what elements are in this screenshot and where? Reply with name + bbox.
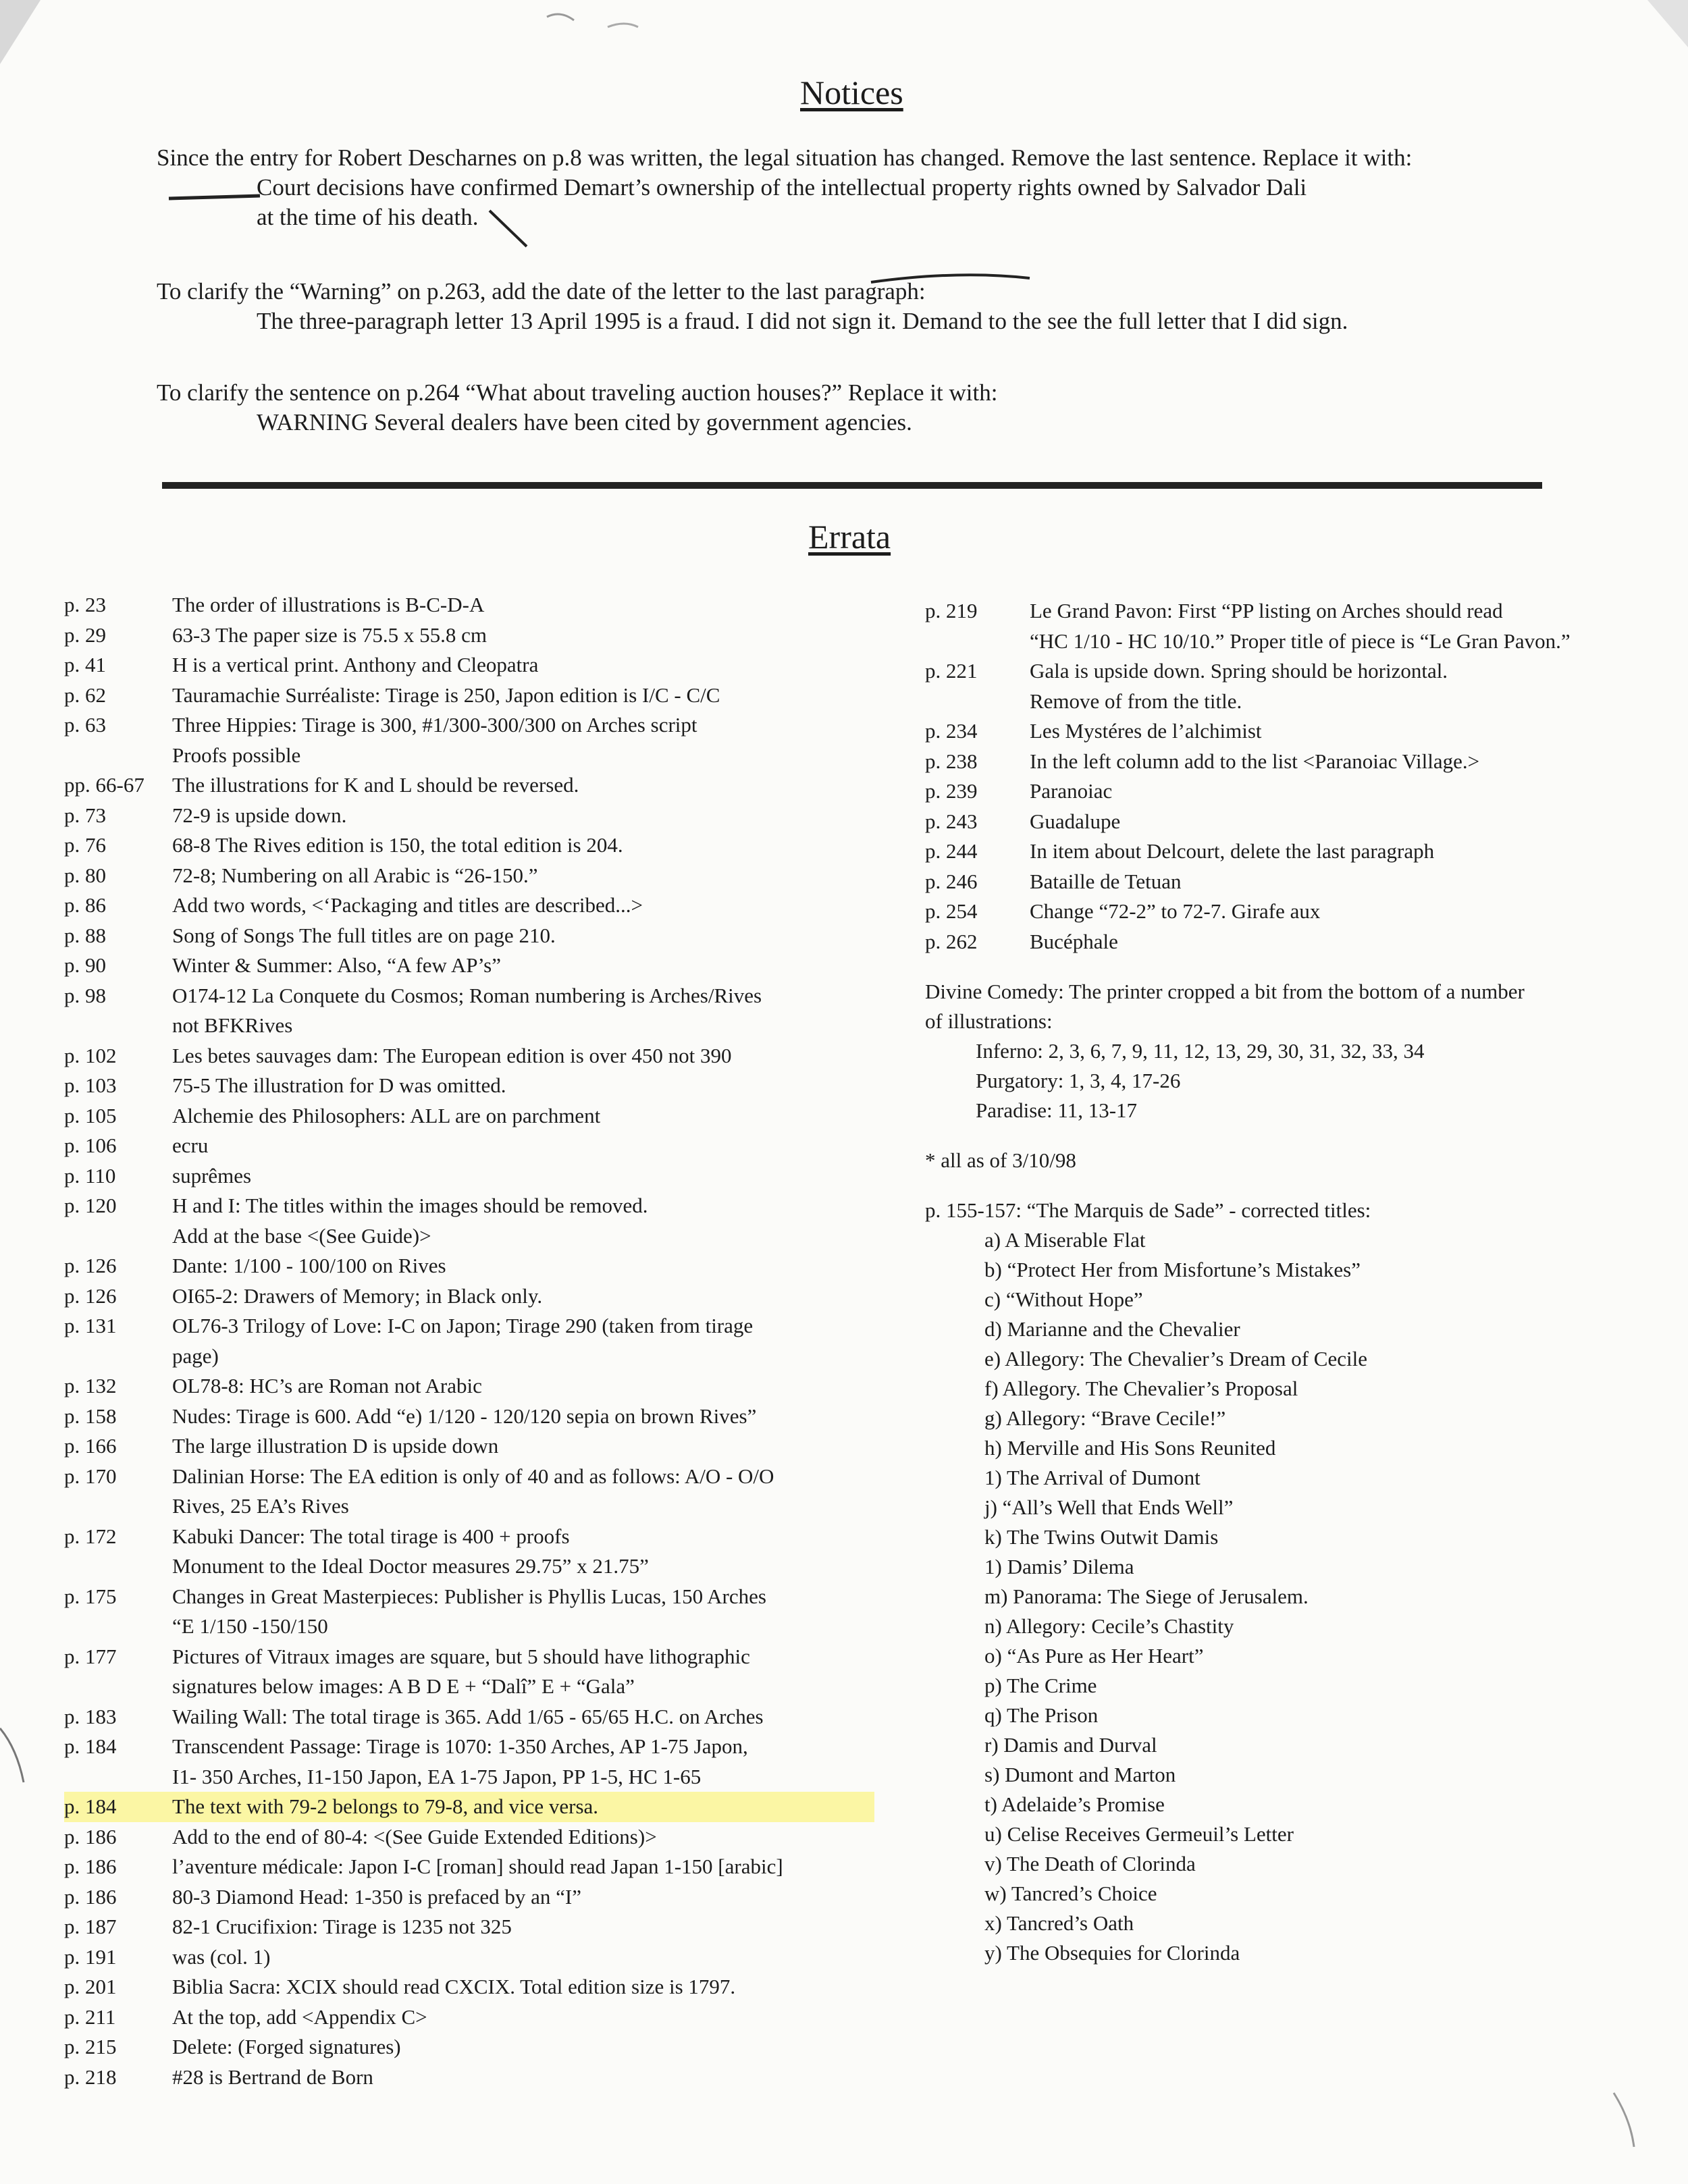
errata-correction-line: The large illustration D is upside down (172, 1434, 499, 1458)
errata-page-ref: p. 219 (925, 599, 978, 622)
divine-comedy-intro: Divine Comedy: The printer cropped a bit from the bottom of a number (925, 980, 1525, 1003)
errata-entry (64, 1251, 874, 1281)
errata-page-ref: p. 41 (64, 653, 106, 676)
errata-entry (925, 747, 1627, 777)
errata-entry (64, 1822, 874, 1853)
errata-entry (925, 897, 1627, 927)
errata-correction-line: Song of Songs The full titles are on page 210. (172, 923, 556, 947)
errata-correction (1030, 807, 1627, 837)
errata-page-ref: p. 90 (64, 953, 106, 977)
errata-entry (64, 801, 874, 831)
sade-title-item: g) Allegory: “Brave Cecile!” (984, 1406, 1226, 1430)
errata-right-entries (925, 596, 1627, 957)
errata-correction (172, 2002, 874, 2033)
errata-correction (172, 861, 874, 891)
paradise-list: Paradise: 11, 13-17 (976, 1098, 1138, 1122)
errata-correction-line: Kabuki Dancer: The total tirage is 400 + proofs (172, 1524, 570, 1548)
errata-correction-line: H is a vertical print. Anthony and Cleopatra (172, 653, 539, 676)
errata-correction (172, 1582, 874, 1642)
as-of-note: * all as of 3/10/98 (925, 1148, 1076, 1172)
errata-correction (1030, 867, 1627, 897)
errata-entry (64, 1522, 874, 1582)
errata-correction (172, 951, 874, 981)
sade-title-item: t) Adelaide’s Promise (984, 1792, 1165, 1816)
errata-page-ref: p. 215 (64, 2035, 117, 2058)
errata-correction-line: Bataille de Tetuan (1030, 869, 1182, 893)
errata-entry (64, 650, 874, 681)
errata-page-ref: p. 244 (925, 839, 978, 863)
errata-page-ref: p. 234 (925, 719, 978, 743)
errata-page-ref: p. 262 (925, 929, 978, 953)
errata-correction-line: Remove of from the title. (1030, 689, 1242, 713)
sade-title-item: c) “Without Hope” (984, 1287, 1143, 1311)
errata-correction-line: 75-5 The illustration for D was omitted. (172, 1073, 506, 1097)
notice-line: To clarify the sentence on p.264 “What about traveling auction houses?” Replace it with: (157, 379, 998, 406)
errata-page-ref: p. 158 (64, 1404, 117, 1428)
errata-correction-line: O174-12 La Conquete du Cosmos; Roman numbering is Arches/Rives (172, 983, 762, 1007)
errata-page-ref: p. 126 (64, 1283, 117, 1308)
errata-correction (172, 1732, 874, 1792)
errata-correction-line: Add at the base <(See Guide)> (172, 1223, 431, 1248)
errata-page-ref: p. 103 (64, 1073, 117, 1097)
errata-correction (172, 1161, 874, 1192)
errata-correction (172, 681, 874, 711)
errata-entry (64, 1702, 874, 1732)
errata-page-ref: p. 218 (64, 2065, 117, 2089)
errata-page-ref: p. 29 (64, 622, 106, 647)
errata-entry (64, 1852, 874, 1882)
errata-correction (172, 981, 874, 1041)
notice-line: Court decisions have confirmed Demart’s ownership of the intellectual property rights owned by Salvador Dali (257, 174, 1307, 201)
errata-correction (172, 1281, 874, 1312)
errata-page-ref: p. 106 (64, 1134, 117, 1157)
errata-entry (64, 830, 874, 861)
errata-correction-line: 82-1 Crucifixion: Tirage is 1235 not 325 (172, 1915, 512, 1938)
errata-correction (172, 921, 874, 951)
errata-entry (64, 1311, 874, 1371)
errata-page-ref: p. 175 (64, 1584, 117, 1608)
errata-correction (172, 770, 874, 801)
errata-entry (64, 1912, 874, 1942)
errata-correction (1030, 897, 1627, 927)
errata-correction (172, 620, 874, 651)
errata-entry (925, 656, 1627, 716)
errata-correction-line: “E 1/150 -150/150 (172, 1614, 328, 1638)
errata-correction (172, 1131, 874, 1161)
sade-title-item: f) Allegory. The Chevalier’s Proposal (984, 1377, 1298, 1400)
errata-correction-line: signatures below images: A B D E + “Dalî” E + “Gala” (172, 1674, 635, 1698)
errata-entry (925, 867, 1627, 897)
errata-correction-line: Guadalupe (1030, 809, 1121, 833)
errata-title: Errata (808, 518, 891, 556)
errata-correction-line: Les betes sauvages dam: The European edition is over 450 not 390 (172, 1043, 732, 1067)
sade-title-item: x) Tancred’s Oath (984, 1911, 1134, 1935)
errata-correction-line: Add to the end of 80-4: <(See Guide Extended Editions)> (172, 1824, 657, 1848)
inferno-list: Inferno: 2, 3, 6, 7, 9, 11, 12, 13, 29, 30, 31, 32, 33, 34 (976, 1039, 1425, 1063)
sade-title-item: w) Tancred’s Choice (984, 1882, 1157, 1905)
sade-title-item: o) “As Pure as Her Heart” (984, 1644, 1204, 1668)
errata-correction (172, 590, 874, 620)
errata-entry (64, 890, 874, 921)
errata-page-ref: p. 201 (64, 1975, 117, 1998)
errata-correction-line: Dalinian Horse: The EA edition is only of 40 and as follows: A/O - O/O (172, 1464, 774, 1488)
errata-page-ref: p. 120 (64, 1194, 117, 1217)
errata-page-ref: p. 131 (64, 1314, 117, 1337)
errata-page-ref: p. 246 (925, 869, 978, 893)
errata-page-ref: p. 187 (64, 1915, 117, 1938)
errata-correction-line: #28 is Bertrand de Born (172, 2065, 373, 2089)
errata-page-ref: p. 191 (64, 1944, 117, 1969)
errata-entry (64, 1071, 874, 1101)
errata-correction (172, 1462, 874, 1522)
errata-entry (64, 981, 874, 1041)
errata-correction-line: I1- 350 Arches, I1-150 Japon, EA 1-75 Japon, PP 1-5, HC 1-65 (172, 1764, 702, 1788)
errata-entry (64, 1582, 874, 1642)
sade-title-item: n) Allegory: Cecile’s Chastity (984, 1614, 1234, 1638)
errata-entry (64, 1431, 874, 1462)
errata-entry (64, 1792, 874, 1822)
errata-page-ref: p. 184 (64, 1794, 117, 1818)
errata-page-ref: p. 126 (64, 1254, 117, 1277)
sade-title-item: e) Allegory: The Chevalier’s Dream of Cecile (984, 1347, 1367, 1370)
errata-right-column (925, 596, 1627, 1968)
errata-page-ref: p. 177 (64, 1644, 117, 1668)
errata-entry (64, 1281, 874, 1312)
errata-correction-line: Changes in Great Masterpieces: Publisher is Phyllis Lucas, 150 Arches (172, 1584, 766, 1608)
errata-entry (64, 1371, 874, 1402)
errata-correction (172, 1522, 874, 1582)
errata-entry (64, 1191, 874, 1251)
sade-title-item: q) The Prison (984, 1703, 1099, 1727)
errata-entry (64, 1642, 874, 1702)
errata-correction (1030, 716, 1627, 747)
errata-correction (172, 890, 874, 921)
errata-correction-line: 72-8; Numbering on all Arabic is “26-150.” (172, 863, 538, 887)
errata-entry (64, 1101, 874, 1131)
errata-page-ref: p. 110 (64, 1163, 116, 1188)
sade-title-item: v) The Death of Clorinda (984, 1852, 1196, 1875)
errata-correction-line: Tauramachie Surréaliste: Tirage is 250, Japon edition is I/C - C/C (172, 683, 720, 707)
errata-correction (172, 2062, 874, 2093)
errata-correction-line: was (col. 1) (172, 1944, 271, 1969)
errata-correction-line: Add two words, <‘Packaging and titles are described...> (172, 893, 643, 917)
errata-entry (925, 716, 1627, 747)
errata-entry (64, 681, 874, 711)
errata-page-ref: p. 88 (64, 923, 106, 947)
notice-warning-date (157, 277, 1561, 336)
errata-correction-line: 72-9 is upside down. (172, 803, 347, 827)
errata-correction-line: Winter & Summer: Also, “A few AP’s” (172, 953, 501, 977)
errata-correction-line: In the left column add to the list <Paranoiac Village.> (1030, 749, 1480, 773)
errata-correction-line: Delete: (Forged signatures) (172, 2035, 401, 2058)
notice-line: To clarify the “Warning” on p.263, add the date of the letter to the last paragraph: (157, 278, 926, 304)
errata-correction-line: The illustrations for K and L should be reversed. (172, 773, 579, 797)
errata-entry (64, 1732, 874, 1792)
sade-title-item: k) The Twins Outwit Damis (984, 1525, 1219, 1549)
errata-correction (172, 1371, 874, 1402)
errata-entry (64, 861, 874, 891)
errata-page-ref: p. 170 (64, 1464, 117, 1488)
notice-line: WARNING Several dealers have been cited by government agencies. (257, 409, 912, 435)
errata-correction (172, 1822, 874, 1853)
sade-title-item: u) Celise Receives Germeuil’s Letter (984, 1822, 1294, 1846)
errata-page-ref: p. 186 (64, 1824, 117, 1848)
errata-page-ref: p. 211 (64, 2004, 116, 2029)
errata-correction (172, 1311, 874, 1371)
errata-correction (172, 650, 874, 681)
sade-title-item: p) The Crime (984, 1674, 1097, 1697)
errata-page-ref: p. 23 (64, 593, 106, 616)
sade-title-item: d) Marianne and the Chevalier (984, 1317, 1240, 1341)
errata-correction-line: Alchemie des Philosophers: ALL are on parchment (172, 1103, 601, 1127)
errata-correction (172, 710, 874, 770)
errata-correction (172, 1251, 874, 1281)
errata-correction-line: Dante: 1/100 - 100/100 on Rives (172, 1254, 446, 1277)
errata-correction-line: Change “72-2” to 72-7. Girafe aux (1030, 899, 1321, 923)
errata-entry (64, 2002, 874, 2033)
sade-title-item: b) “Protect Her from Misfortune’s Mistakes” (984, 1258, 1361, 1281)
sade-title-item: y) The Obsequies for Clorinda (984, 1941, 1240, 1965)
errata-page-ref: p. 76 (64, 833, 106, 857)
errata-correction (172, 1852, 874, 1882)
errata-page-ref: p. 186 (64, 1855, 117, 1878)
errata-correction-line: Le Grand Pavon: First “PP listing on Arches should read (1030, 599, 1503, 622)
errata-entry (925, 927, 1627, 957)
errata-correction-line: Gala is upside down. Spring should be horizontal. (1030, 659, 1448, 683)
errata-entry (64, 1131, 874, 1161)
errata-correction (172, 1702, 874, 1732)
notice-auction-houses (157, 378, 1561, 437)
errata-correction-line: l’aventure médicale: Japon I-C [roman] should read Japan 1-150 [arabic] (172, 1855, 783, 1878)
errata-correction (172, 1942, 874, 1973)
errata-page-ref: p. 105 (64, 1103, 117, 1127)
errata-entry (64, 1972, 874, 2002)
errata-entry (64, 1882, 874, 1913)
errata-correction-line: The order of illustrations is B-C-D-A (172, 593, 485, 616)
errata-correction-line: not BFKRives (172, 1013, 293, 1037)
purgatory-list: Purgatory: 1, 3, 4, 17-26 (976, 1069, 1181, 1092)
errata-entry (64, 2032, 874, 2062)
errata-page-ref: p. 254 (925, 899, 978, 923)
errata-correction (1030, 747, 1627, 777)
divine-comedy-intro: of illustrations: (925, 1009, 1053, 1033)
errata-correction (172, 1912, 874, 1942)
errata-entry (64, 921, 874, 951)
errata-correction-line: ecru (172, 1134, 209, 1157)
errata-correction-line: OL78-8: HC’s are Roman not Arabic (172, 1374, 482, 1397)
errata-entry (64, 1041, 874, 1071)
sade-title-item: j) “All’s Well that Ends Well” (984, 1495, 1234, 1519)
errata-page-ref: p. 184 (64, 1734, 117, 1758)
errata-page-ref: p. 186 (64, 1884, 117, 1909)
sade-title-item: r) Damis and Durval (984, 1733, 1157, 1757)
errata-entry (64, 770, 874, 801)
errata-correction-line: At the top, add <Appendix C> (172, 2004, 427, 2029)
errata-page-ref: p. 243 (925, 809, 978, 833)
errata-correction-line: Pictures of Vitraux images are square, but 5 should have lithographic (172, 1644, 750, 1668)
errata-correction (172, 2032, 874, 2062)
errata-correction (172, 1642, 874, 1702)
errata-page-ref: p. 238 (925, 749, 978, 773)
errata-entry (64, 620, 874, 651)
errata-page-ref: p. 172 (64, 1524, 117, 1548)
errata-correction-line: 80-3 Diamond Head: 1-350 is prefaced by an “I” (172, 1884, 581, 1909)
errata-correction (172, 1191, 874, 1251)
sade-title-list (925, 1225, 1627, 1968)
errata-entry (64, 1402, 874, 1432)
errata-correction-line: In item about Delcourt, delete the last paragraph (1030, 839, 1435, 863)
errata-entry (64, 951, 874, 981)
section-divider (162, 482, 1542, 489)
sade-title-item: h) Merville and His Sons Reunited (984, 1436, 1276, 1460)
errata-correction-line: Nudes: Tirage is 600. Add “e) 1/120 - 120/120 sepia on brown Rives” (172, 1404, 757, 1428)
errata-correction (172, 1882, 874, 1913)
errata-correction (1030, 836, 1627, 867)
errata-correction-line: Proofs possible (172, 743, 301, 767)
errata-correction-line: 63-3 The paper size is 75.5 x 55.8 cm (172, 622, 487, 647)
errata-page-ref: p. 183 (64, 1704, 117, 1728)
errata-page-ref: p. 86 (64, 893, 106, 917)
errata-entry (925, 807, 1627, 837)
errata-entry (64, 1161, 874, 1192)
errata-correction-line: page) (172, 1343, 219, 1368)
errata-entry (64, 590, 874, 620)
errata-correction-line: Wailing Wall: The total tirage is 365. Add 1/65 - 65/65 H.C. on Arches (172, 1704, 764, 1728)
sade-title-item: 1) Damis’ Dilema (984, 1555, 1134, 1578)
errata-entry (64, 1462, 874, 1522)
errata-page-ref: pp. 66-67 (64, 773, 144, 797)
errata-correction (172, 1402, 874, 1432)
errata-correction (172, 1101, 874, 1131)
errata-correction-line: Three Hippies: Tirage is 300, #1/300-300/300 on Arches script (172, 713, 697, 737)
errata-correction (172, 1041, 874, 1071)
notice-line: Since the entry for Robert Descharnes on p.8 was written, the legal situation has changed. Remove the last sentence. Replace it with: (157, 144, 1413, 171)
errata-correction (1030, 596, 1627, 656)
errata-entry (925, 596, 1627, 656)
errata-correction-line: Transcendent Passage: Tirage is 1070: 1-350 Arches, AP 1-75 Japon, (172, 1734, 748, 1758)
sade-heading: p. 155-157: “The Marquis de Sade” - corrected titles: (925, 1198, 1371, 1222)
notice-line: at the time of his death. (257, 204, 479, 230)
errata-correction-line: Bucéphale (1030, 929, 1118, 953)
errata-entry (64, 1942, 874, 1973)
errata-correction-line: “HC 1/10 - HC 10/10.” Proper title of piece is “Le Gran Pavon.” (1030, 629, 1571, 653)
errata-page-ref: p. 98 (64, 983, 106, 1007)
errata-correction-line: Paranoiac (1030, 779, 1113, 803)
notices-title: Notices (800, 74, 903, 111)
errata-correction-line: Rives, 25 EA’s Rives (172, 1494, 349, 1518)
errata-correction-line: H and I: The titles within the images should be removed. (172, 1194, 648, 1217)
errata-correction-line: OI65-2: Drawers of Memory; in Black only. (172, 1283, 543, 1308)
errata-entry (925, 836, 1627, 867)
errata-page-ref: p. 102 (64, 1043, 117, 1067)
divine-comedy-note (925, 977, 1627, 1125)
errata-correction-line: Les Mystéres de l’alchimist (1030, 719, 1262, 743)
errata-correction-line: The text with 79-2 belongs to 79-8, and vice versa. (172, 1794, 599, 1818)
errata-correction (172, 1972, 874, 2002)
sade-title-item: m) Panorama: The Siege of Jerusalem. (984, 1584, 1309, 1608)
errata-correction (1030, 927, 1627, 957)
errata-correction-line: Monument to the Ideal Doctor measures 29.75” x 21.75” (172, 1554, 649, 1578)
errata-correction-line: 68-8 The Rives edition is 150, the total edition is 204. (172, 833, 623, 857)
errata-correction (1030, 776, 1627, 807)
errata-correction-line: Biblia Sacra: XCIX should read CXCIX. Total edition size is 1797. (172, 1975, 736, 1998)
notice-line: The three-paragraph letter 13 April 1995 is a fraud. I did not sign it. Demand to the see the full letter that I did sign. (257, 308, 1348, 334)
errata-correction-line: OL76-3 Trilogy of Love: I-C on Japon; Tirage 290 (taken from tirage (172, 1314, 754, 1337)
errata-page-ref: p. 166 (64, 1434, 117, 1458)
errata-page-ref: p. 62 (64, 683, 106, 707)
errata-correction (172, 1792, 874, 1822)
errata-page-ref: p. 80 (64, 863, 106, 887)
sade-title-item: a) A Miserable Flat (984, 1228, 1146, 1252)
errata-correction (1030, 656, 1627, 716)
errata-page-ref: p. 239 (925, 779, 978, 803)
errata-correction (172, 1071, 874, 1101)
errata-entry (64, 710, 874, 770)
sade-title-item: s) Dumont and Marton (984, 1763, 1176, 1786)
errata-left-column (64, 590, 874, 2092)
notice-descharnes (157, 143, 1561, 232)
sade-title-item: 1) The Arrival of Dumont (984, 1466, 1201, 1489)
errata-page-ref: p. 132 (64, 1374, 117, 1397)
errata-page-ref: p. 73 (64, 803, 106, 827)
errata-page-ref: p. 63 (64, 713, 106, 737)
sade-corrections (925, 1196, 1627, 1968)
errata-correction (172, 830, 874, 861)
errata-correction (172, 1431, 874, 1462)
errata-correction-line: suprêmes (172, 1163, 252, 1188)
errata-correction (172, 801, 874, 831)
errata-page-ref: p. 221 (925, 659, 978, 683)
errata-entry (64, 2062, 874, 2093)
errata-entry (925, 776, 1627, 807)
